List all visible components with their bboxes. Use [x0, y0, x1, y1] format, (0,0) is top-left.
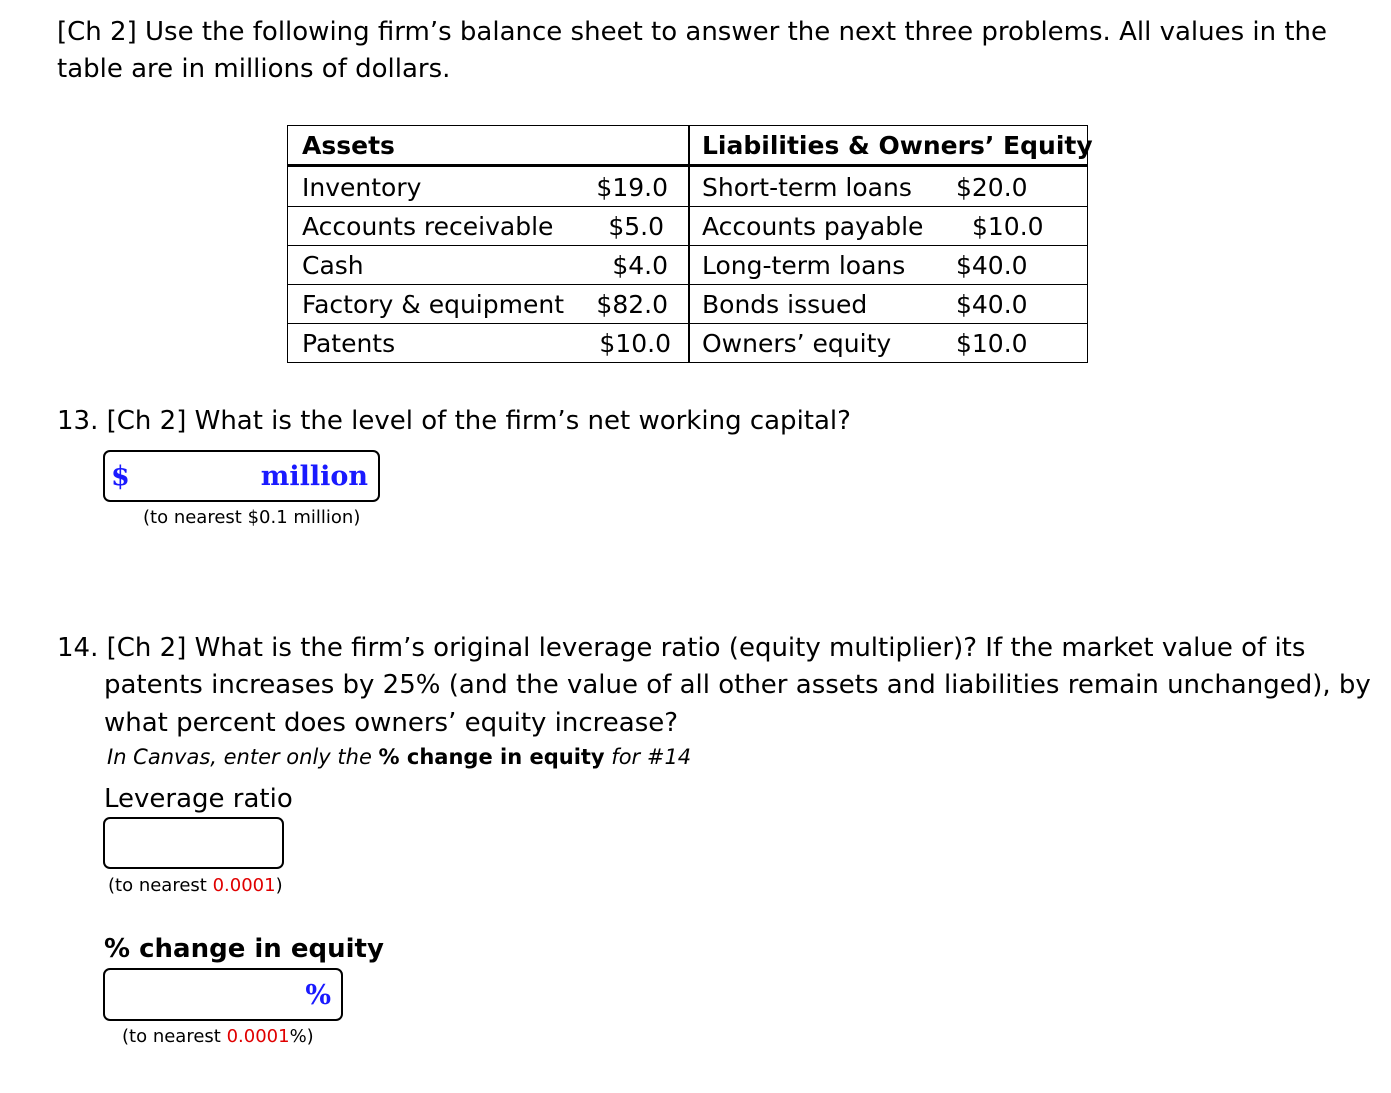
liability-label: Short-term loans [702, 173, 912, 202]
question-14-line3: what percent does owners’ equity increase? [104, 708, 679, 738]
asset-label: Factory & equipment [302, 290, 564, 319]
pct-note: (to nearest 0.0001%) [122, 1026, 314, 1047]
million-suffix: million [260, 461, 368, 492]
net-working-capital-input[interactable] [103, 450, 380, 502]
canvas-instruction: In Canvas, enter only the % change in equity for #14 [107, 745, 692, 769]
asset-label: Accounts receivable [302, 212, 554, 241]
question-14-line1: 14. [Ch 2] What is the firm’s original leverage ratio (equity multiplier)? If the market value of its [57, 633, 1306, 663]
leverage-ratio-label: Leverage ratio [104, 784, 293, 814]
liability-label: Bonds issued [702, 290, 868, 319]
canvas-emphasis: % change in equity [378, 745, 605, 769]
asset-value: $4.0 [612, 251, 668, 280]
liability-label: Long-term loans [702, 251, 906, 280]
pct-change-label: % change in equity [104, 934, 384, 964]
liability-value: $10.0 [956, 329, 1028, 358]
question-13: 13. [Ch 2] What is the level of the firm’s net working capital? [57, 406, 851, 436]
question-14-line2: patents increases by 25% (and the value of all other assets and liabilities remain unchanged), by [104, 670, 1371, 700]
dollar-prefix: $ [111, 461, 130, 492]
liabilities-header: Liabilities & Owners’ Equity [702, 131, 1093, 160]
pct-change-input[interactable] [103, 968, 343, 1021]
liability-value: $20.0 [956, 173, 1028, 202]
asset-value: $10.0 [599, 329, 671, 358]
column-divider [688, 126, 690, 362]
liability-label: Accounts payable [702, 212, 924, 241]
balance-sheet-table [287, 125, 1093, 363]
assets-header: Assets [302, 131, 395, 160]
liability-value: $40.0 [956, 290, 1028, 319]
asset-label: Cash [302, 251, 364, 280]
asset-label: Inventory [302, 173, 422, 202]
liability-value: $40.0 [956, 251, 1028, 280]
asset-value: $82.0 [596, 290, 668, 319]
asset-value: $5.0 [608, 212, 664, 241]
leverage-note: (to nearest 0.0001) [108, 875, 283, 896]
liability-value: $10.0 [972, 212, 1044, 241]
header-rule [288, 164, 1087, 167]
asset-value: $19.0 [596, 173, 668, 202]
intro-text: [Ch 2] Use the following firm’s balance sheet to answer the next three problems. All values in the table are in millions of dollars. [57, 17, 1328, 84]
percent-suffix: % [305, 980, 331, 1011]
leverage-ratio-input[interactable] [103, 817, 284, 869]
liability-label: Owners’ equity [702, 329, 892, 358]
asset-label: Patents [302, 329, 396, 358]
q13-note: (to nearest $0.1 million) [143, 507, 361, 528]
